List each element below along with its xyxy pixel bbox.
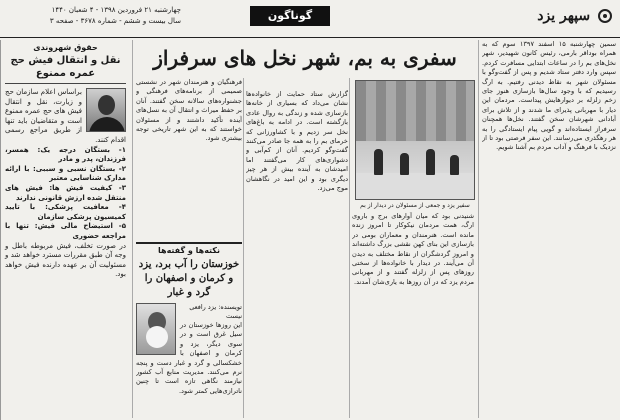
opinion-kicker: نکته‌ها و گفته‌ها: [158, 246, 220, 255]
article-column-right: سمین چهارشنبه ۱۵ اسفند ۱۳۹۷ سوم که به همراه بوداقر بارمی، رئیس کانون شهیدیر، شهر نخل‌های بم را در ساعات ابتدایی مسافرت کردم. سپس وارد دفتر ستاد شدیم و پس از گفت‌وگو با مسئولان شهر به نقاط دیدنی رفتیم. به ارگ رسیدیم که با وجود سال‌ها بازسازی هنوز جای زخم زلزله بر دیوارهایش پیداست. مردمان این دیار با مهربانی پذیرای ما شدند و از تلاش برای آبادانی شهرشان سخن گفتند. نخل‌ها همچنان سرفراز ایستاده‌اند و گویی پیام ایستادگی را به هر رهگذری می‌رسانند. این سفر فرصتی بود تا از نزدیک با فرهنگ و آداب مردم بم آشنا شویم.: [482, 40, 616, 152]
column-divider: [243, 78, 244, 418]
sidebar-item: ۲- بستگان نسبی و سببی: با ارائه مدارک شناسایی معتبر: [5, 164, 126, 183]
author-beard: [146, 326, 168, 348]
opinion-author-photo: [136, 303, 176, 355]
newspaper-logo[interactable]: [537, 8, 612, 24]
article-photo[interactable]: [355, 80, 475, 200]
photo-figure: [374, 149, 383, 175]
sidebar-column: [0, 40, 130, 420]
section-badge: گوناگون: [250, 6, 330, 26]
photo-figure: [450, 155, 459, 175]
opinion-byline: تویسنده: یزد رافعی نیست: [189, 303, 242, 320]
photo-floor: [356, 173, 475, 199]
issue-line: سال بیست و ششم - شماره ۳۶۷۸ - صفحه ۳: [49, 17, 181, 25]
sidebar-title: نقل و انتقال فیش حج عمره ممنوع: [5, 54, 126, 84]
column-divider: [132, 40, 133, 418]
opinion-title[interactable]: خوزستان را آب برد، یزد و کرمان و اصفهان را گرد و غبار: [138, 259, 240, 298]
article-headline[interactable]: سفری به بم، شهر نخل های سرفراز: [153, 46, 457, 70]
opinion-text: این روزها خوزستان در سیل غرق است و در سوی دیگر، یزد و کرمان و اصفهان با خشکسالی و گرد و غبار دست و پنجه نرم می‌کنند. مدیریت منابع آب کشور نیازمند نگاهی تازه است تا چنین ناترازی‌هایی کمتر شود.: [136, 321, 242, 395]
sidebar-kicker: حقوق شهروندی: [33, 43, 98, 52]
sidebar-item: ۱- بستگان درجه یک: همسر، فرزندان، پدر و مادر: [5, 145, 126, 164]
article-column-mid-left: گزارش ستاد حمایت از خانواده‌ها نشان می‌داد که بسیاری از خانه‌ها بازسازی شده و زندگی به روال عادی بازگشته است. در ادامه به باغ‌های نخل سر زدیم و با کشاورزانی که خرمای بم را به همه جا صادر می‌کنند گفت‌وگو کردیم. آنان از کم‌آبی و دشواری‌های کار می‌گفتند اما امیدشان به آینده بیش از هر چیز دیگری بود و این امید در نگاهشان موج می‌زد.: [246, 90, 348, 193]
sidebar-intro: براساس اعلام سازمان حج و زیارت، نقل و انتقال فیش های حج عمره ممنوع است و متقاضیان باید تنها از طریق مراجع رسمی اقدام کنند.: [5, 88, 126, 144]
article-column-left: فرهنگیان و هنرمندان شهر در نشستی صمیمی از برنامه‌های فرهنگی و جشنواره‌های سالانه سخن گفتند. آنان بر حفظ میراث و انتقال آن به نسل‌های آینده تأکید داشتند و از مسئولان خواستند که به این شهر تاریخی توجه بیشتری شود.: [136, 78, 242, 143]
photo-caption: سفیر یزد و جمعی از مسئولان در دیدار از بم: [360, 202, 470, 209]
opinion-box: [136, 242, 242, 420]
sidebar-item: ۴- معافیت پزشکی: با تایید کمیسیون پزشکی سازمان: [5, 203, 126, 221]
photo-wall: [356, 81, 475, 141]
date-line: چهارشنبه ۲۱ فروردین ۱۳۹۸ - ۴ شعبان ۱۴۴۰: [51, 6, 181, 14]
masthead: [0, 0, 620, 38]
dateline: [6, 5, 181, 27]
column-divider: [349, 78, 350, 418]
sidebar-filler: در صورت تخلف، فیش مربوطه باطل و وجه آن طبق مقررات مسترد خواهد شد و مسئولیت آن بر عهده دارنده فیش خواهد بود.: [5, 241, 126, 279]
logo-icon: [598, 9, 612, 23]
portrait-shoulders: [89, 117, 125, 132]
photo-figure: [400, 153, 409, 175]
author-portrait: [86, 88, 126, 132]
column-divider: [478, 40, 479, 418]
portrait-face: [98, 95, 115, 115]
sidebar-item: ۳- کیفیت فیش ها: فیش های منتقل شده ارزش قانونی ندارند: [5, 183, 126, 202]
photo-figure: [426, 149, 435, 175]
logo-text: سپهر یزد: [537, 8, 591, 24]
article-column-mid-right: شنیدنی بود که میان آوارهای برج و باروی ارگ، همت مردمان نیکوکار تا امروز زنده مانده است. هنرمندان و معماران بومی در بازسازی این بنای کهن نقشی بزرگ داشته‌اند و امروز گردشگران از نقاط مختلف به دیدن آن می‌آیند. در دیدار با خانواده‌ها از سختی روزهای پس از زلزله گفتند و از مهربانی مردم یزد که در آن روزها به یاری‌شان آمدند.: [352, 212, 474, 286]
sidebar-item: ۵- استیضاح مالی فیش: تنها با مراجعه حضوری: [5, 222, 126, 240]
